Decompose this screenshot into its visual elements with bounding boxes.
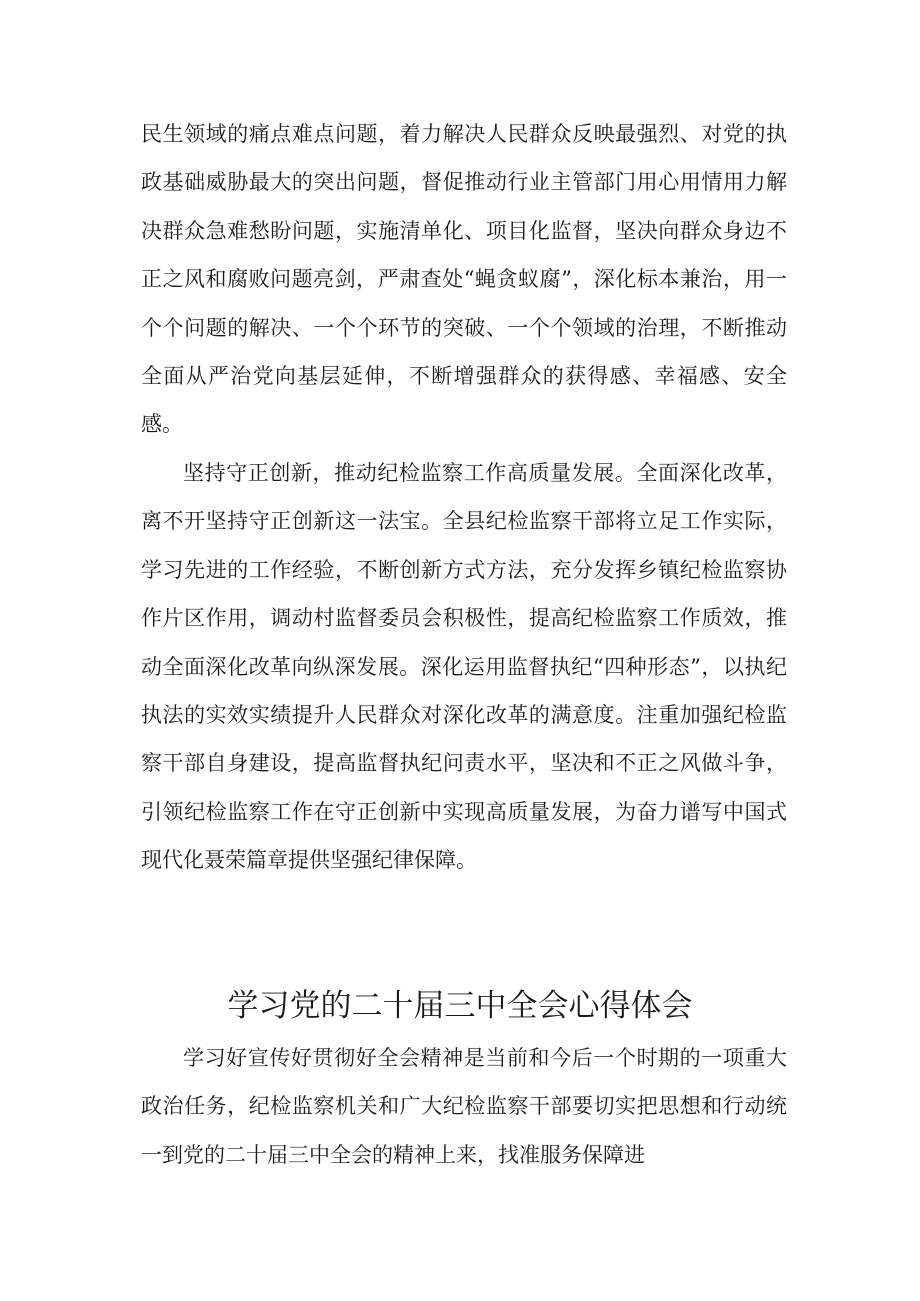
paragraph-uphold-innovation: 坚持守正创新，推动纪检监察工作高质量发展。全面深化改革，离不开坚持守正创新这一法宝。全县纪检监察干部将立足工作实际，学习先进的工作经验，不断创新方式方法，充分发挥乡镇纪检监察协作片区作用，调动村监督委员会积极性，提高纪检监察工作质效，推动全面深化改革向纵深发展。深化运用监督执纪“四种形态”，以执纪执法的实效实绩提升人民群众对深化改革的满意度。注重加强纪检监察干部自身建设，提高监督执纪问责水平，坚决和不正之风做斗争，引领纪检监察工作在守正创新中实现高质量发展，为奋力谱写中国式现代化聂荣篇章提供坚强纪律保障。 (141, 461, 787, 873)
paragraph-continued: 民生领域的痛点难点问题，着力解决人民群众反映最强烈、对党的执政基础威胁最大的突出问题，督促推动行业主管部门用心用情用力解决群众急难愁盼问题，实施清单化、项目化监督，坚决向群众身边不正之风和腐败问题亮剑，严肃查处“蝇贪蚁腐”，深化标本兼治，用一个个问题的解决、一个个环节的突破、一个个领域的治理，不断推动全面从严治党向基层延伸，不断增强群众的获得感、幸福感、安全感。 (141, 122, 787, 437)
section-title: 学习党的二十届三中全会心得体会 (227, 988, 693, 1024)
paragraph-study-plenary: 学习好宣传好贯彻好全会精神是当前和今后一个时期的一项重大政治任务，纪检监察机关和广大纪检监察干部要切实把思想和行动统一到党的二十届三中全会的精神上来，找准服务保障进 (141, 1046, 787, 1167)
